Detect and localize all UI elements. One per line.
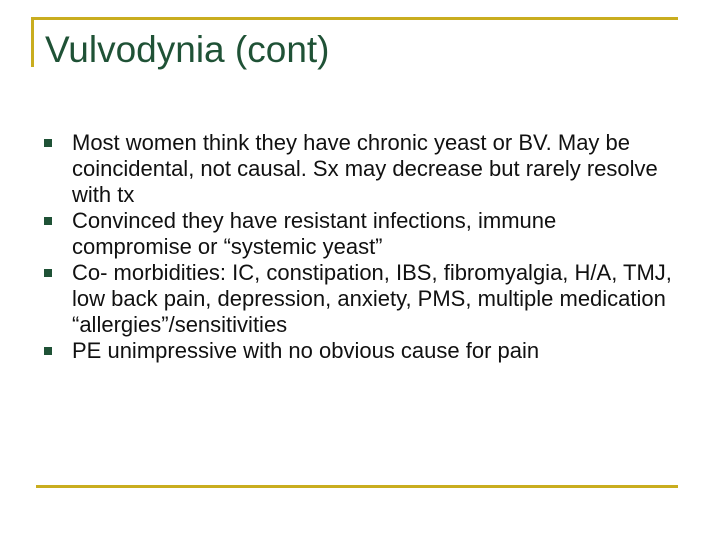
- square-bullet-icon: [44, 347, 52, 355]
- bullet-text: Most women think they have chronic yeast or BV. May be coincidental, not causal. Sx may decrease but rarely resolve with tx: [72, 130, 658, 207]
- square-bullet-icon: [44, 269, 52, 277]
- square-bullet-icon: [44, 217, 52, 225]
- bottom-rule: [36, 485, 678, 488]
- bullet-text: Co- morbidities: IC, constipation, IBS, fibromyalgia, H/A, TMJ, low back pain, depression, anxiety, PMS, multiple medication “allergies”/sensitivities: [72, 260, 672, 337]
- bullet-item: [42, 338, 682, 364]
- bullet-text: Convinced they have resistant infections, immune compromise or “systemic yeast”: [72, 208, 557, 259]
- bullet-text: PE unimpressive with no obvious cause for pain: [72, 338, 540, 363]
- title-top-rule: [31, 17, 678, 20]
- slide-title: Vulvodynia (cont): [45, 29, 330, 70]
- title-left-rule: [31, 17, 34, 67]
- bullet-list: [42, 130, 682, 364]
- bullet-item: [42, 130, 682, 208]
- bullet-item: [42, 208, 682, 260]
- bullet-item: [42, 260, 682, 338]
- square-bullet-icon: [44, 139, 52, 147]
